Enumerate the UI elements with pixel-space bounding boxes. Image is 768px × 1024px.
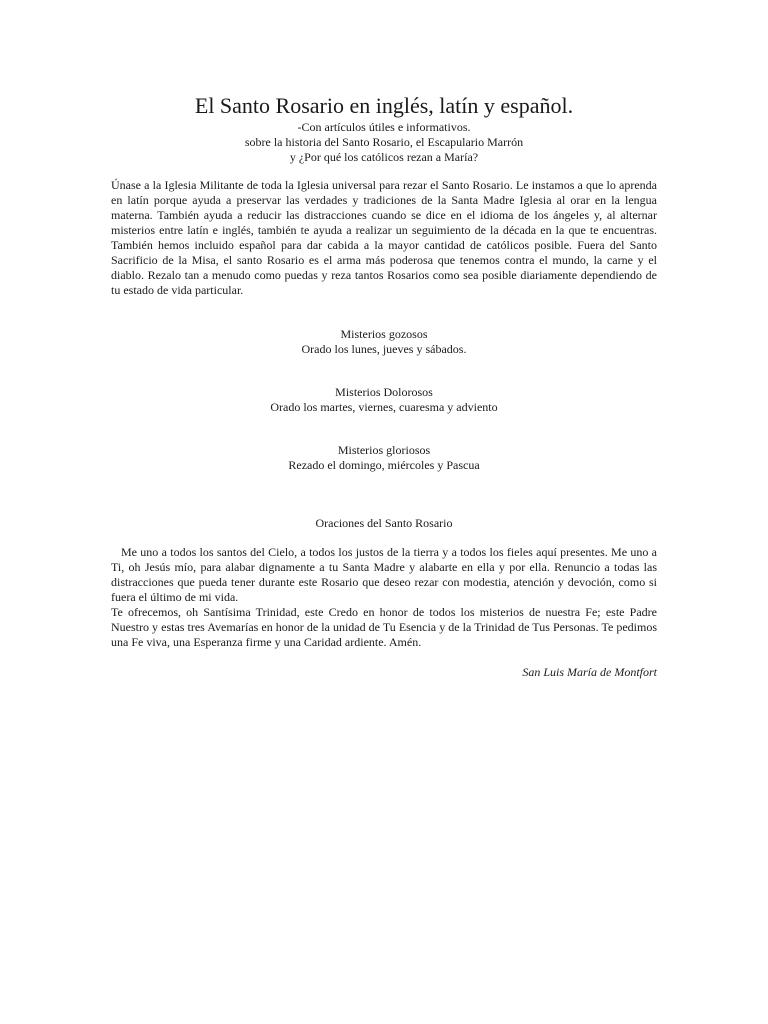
mystery-sorrowful [0,385,768,415]
prayer-paragraph: Te ofrecemos, oh Santísima Trinidad, este Credo en honor de todos los misterios de nuestra Fe; este Padre Nuestro y estas tres Avemarías en honor de la unidad de Tu Esencia y de la Trinidad de Tus Personas. Te pedimos una Fe viva, una Esperanza firme y una Caridad ardiente. Amén. [111,605,657,649]
mystery-glorious [0,443,768,473]
mystery-days: Rezado el domingo, miércoles y Pascua [288,458,480,472]
mystery-name: Misterios gozosos [340,327,428,341]
prayer-attribution: San Luis María de Montfort [522,665,657,679]
mystery-name: Misterios gloriosos [337,443,431,457]
opening-prayer [111,545,657,650]
mystery-joyful [0,327,768,357]
prayer-paragraph: Me uno a todos los santos del Cielo, a todos los justos de la tierra y a todos los fieles aquí presentes. Me uno a Ti, oh Jesús mío, para alabar dignamente a tu Santa Madre y alabarte en ella y por ella. Renuncio a todas las distracciones que pueda tener durante este Rosario que deseo rezar con modestia, atención y devoción, como si fuera el último de mi vida. [111,545,657,604]
intro-paragraph: Únase a la Iglesia Militante de toda la Iglesia universal para rezar el Santo Rosario. Le instamos a que lo aprenda en latín porque ayuda a preservar las verdades y tradiciones de la Santa Madre Iglesia al orar en la lengua materna. También ayuda a reducir las distracciones cuando se dice en el idioma de los ángeles y, al alternar misterios entre latín e inglés, también te ayuda a realizar un seguimiento de la década en la que te encuentras. También hemos incluido español para dar cabida a la mayor cantidad de católicos posible. Fuera del Santo Sacrificio de la Misa, el santo Rosario es el arma más poderosa que tenemos contra el mundo, la carne y el diablo. Rezalo tan a menudo como puedas y reza tantos Rosarios como sea posible diariamente dependiendo de tu estado de vida particular. [111,178,657,297]
document-title: El Santo Rosario en inglés, latín y español. [194,93,574,118]
subtitle-line: sobre la historia del Santo Rosario, el Escapulario Marrón [244,135,524,149]
subtitle-block [0,120,768,165]
mystery-days: Orado los lunes, jueves y sábados. [301,342,467,356]
mystery-days: Orado los martes, viernes, cuaresma y adviento [270,400,498,414]
subtitle-line: y ¿Por qué los católicos rezan a María? [289,150,479,164]
prayers-heading: Oraciones del Santo Rosario [315,516,453,530]
subtitle-line: -Con artículos útiles e informativos. [297,120,471,134]
mystery-name: Misterios Dolorosos [335,385,433,399]
